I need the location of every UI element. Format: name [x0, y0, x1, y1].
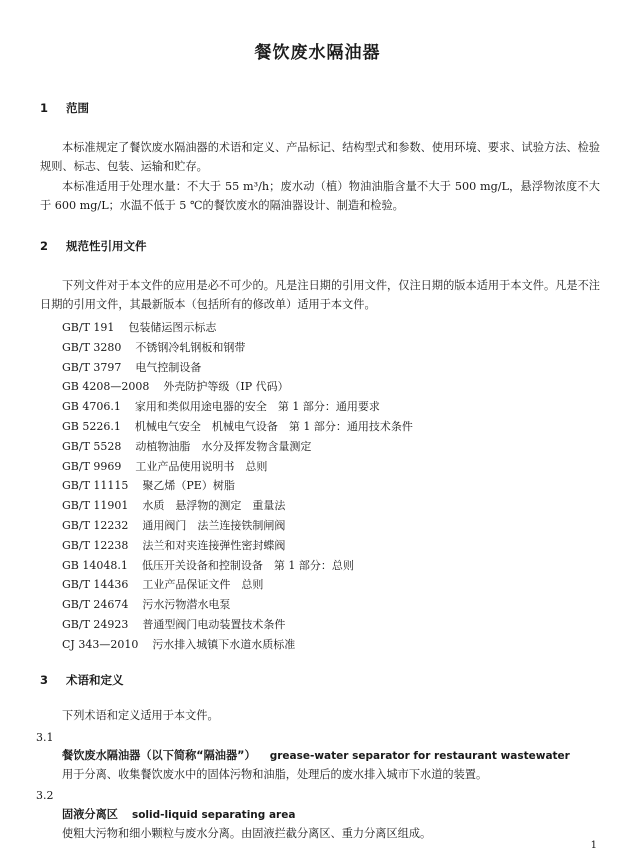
- section-title: 规范性引用文件: [66, 239, 147, 253]
- term-chinese: 固液分离区: [62, 808, 118, 821]
- reference-item: [62, 556, 413, 576]
- reference-name: 污水排入城镇下水道水质标准: [152, 637, 296, 651]
- term-english: grease-water separator for restaurant wastewater: [269, 750, 570, 762]
- reference-item: [62, 397, 413, 417]
- section-number: 3: [40, 673, 49, 687]
- reference-name: 水质 悬浮物的测定 重量法: [142, 499, 286, 513]
- section-title: 术语和定义: [66, 673, 124, 687]
- reference-list: [62, 318, 413, 655]
- reference-code: GB/T 12238: [62, 538, 129, 552]
- term-3-1-number: 3.1: [36, 731, 54, 744]
- reference-code: GB/T 11115: [62, 479, 129, 493]
- term-english: solid-liquid separating area: [131, 809, 296, 821]
- reference-code: GB/T 3280: [62, 340, 122, 354]
- reference-code: GB/T 12232: [62, 518, 129, 532]
- reference-item: [62, 516, 413, 536]
- reference-code: GB/T 14436: [62, 578, 129, 592]
- reference-name: 家用和类似用途电器的安全 第 1 部分：通用要求: [134, 400, 380, 414]
- reference-item: [62, 318, 413, 338]
- term-3-1: [62, 747, 570, 763]
- reference-name: 低压开关设备和控制设备 第 1 部分：总则: [141, 558, 354, 572]
- reference-item: [62, 575, 413, 595]
- section-2-heading: [40, 238, 147, 254]
- page-number: 1: [590, 840, 597, 851]
- reference-code: GB/T 24923: [62, 617, 129, 631]
- section-3-heading: [40, 672, 124, 688]
- reference-name: 聚乙烯（PE）树脂: [142, 479, 235, 493]
- reference-name: 包装储运图示标志: [128, 321, 217, 334]
- reference-name: 普通型阀门电动装置技术条件: [142, 617, 286, 631]
- term-3-2-definition: 使粗大污物和细小颗粒与废水分离。由固液拦截分离区、重力分离区组成。: [62, 827, 432, 840]
- scope-paragraph-2: 本标准适用于处理水量：不大于 55 m³/h；废水动（植）物油油脂含量不大于 500 mg/L，悬浮物浓度不大于 600 mg/L；水温不低于 5 ℃的餐饮废水的隔油器设计、制造和检验。: [40, 180, 600, 212]
- reference-code: GB/T 24674: [62, 598, 129, 612]
- reference-item: [62, 496, 413, 516]
- reference-code: GB 14048.1: [62, 558, 128, 572]
- reference-name: 法兰和对夹连接弹性密封蝶阀: [142, 538, 286, 552]
- terms-intro: 下列术语和定义适用于本文件。: [62, 709, 219, 722]
- reference-item: [62, 595, 413, 615]
- reference-name: 不锈钢冷轧钢板和钢带: [135, 340, 246, 354]
- term-3-2: [62, 806, 295, 822]
- reference-item: [62, 377, 413, 397]
- reference-code: GB/T 9969: [62, 459, 122, 473]
- scope-paragraph-1: 本标准规定了餐饮废水隔油器的术语和定义、产品标记、结构型式和参数、使用环境、要求、试验方法、检验规则、标志、包装、运输和贮存。: [40, 141, 600, 173]
- normative-intro: 下列文件对于本文件的应用是必不可少的。凡是注日期的引用文件，仅注日期的版本适用于本文件。凡是不注日期的引用文件，其最新版本（包括所有的修改单）适用于本文件。: [40, 279, 600, 311]
- reference-code: GB/T 3797: [62, 360, 122, 374]
- reference-item: [62, 476, 413, 496]
- term-chinese: 餐饮废水隔油器（以下简称“隔油器”）: [62, 749, 256, 762]
- reference-code: GB 4706.1: [62, 400, 121, 414]
- section-title: 范围: [66, 101, 89, 115]
- term-3-2-number: 3.2: [36, 789, 54, 802]
- reference-item: [62, 417, 413, 437]
- section-number: 2: [40, 239, 49, 253]
- reference-code: CJ 343—2010: [62, 637, 139, 651]
- section-1-heading: [40, 100, 89, 116]
- reference-code: GB/T 11901: [62, 499, 129, 513]
- reference-code: GB 5226.1: [62, 419, 121, 433]
- reference-item: [62, 437, 413, 457]
- reference-item: [62, 358, 413, 378]
- reference-item: [62, 457, 413, 477]
- reference-item: [62, 338, 413, 358]
- reference-code: GB/T 5528: [62, 439, 122, 453]
- reference-name: 机械电气安全 机械电气设备 第 1 部分：通用技术条件: [134, 419, 413, 433]
- term-3-1-definition: 用于分离、收集餐饮废水中的固体污物和油脂，处理后的废水排入城市下水道的装置。: [62, 768, 488, 781]
- document-title: 餐饮废水隔油器: [254, 43, 381, 63]
- section-number: 1: [40, 101, 49, 115]
- reference-name: 工业产品使用说明书 总则: [135, 459, 268, 473]
- reference-item: [62, 635, 413, 655]
- reference-code: GB 4208—2008: [62, 380, 150, 394]
- reference-name: 外壳防护等级（IP 代码）: [163, 380, 289, 394]
- reference-name: 通用阀门 法兰连接铁制闸阀: [142, 518, 286, 532]
- reference-name: 电气控制设备: [135, 360, 202, 374]
- reference-item: [62, 536, 413, 556]
- reference-name: 工业产品保证文件 总则: [142, 578, 264, 592]
- reference-code: GB/T 191: [62, 321, 115, 334]
- reference-name: 动植物油脂 水分及挥发物含量测定: [135, 439, 312, 453]
- reference-name: 污水污物潜水电泵: [142, 598, 231, 612]
- reference-item: [62, 615, 413, 635]
